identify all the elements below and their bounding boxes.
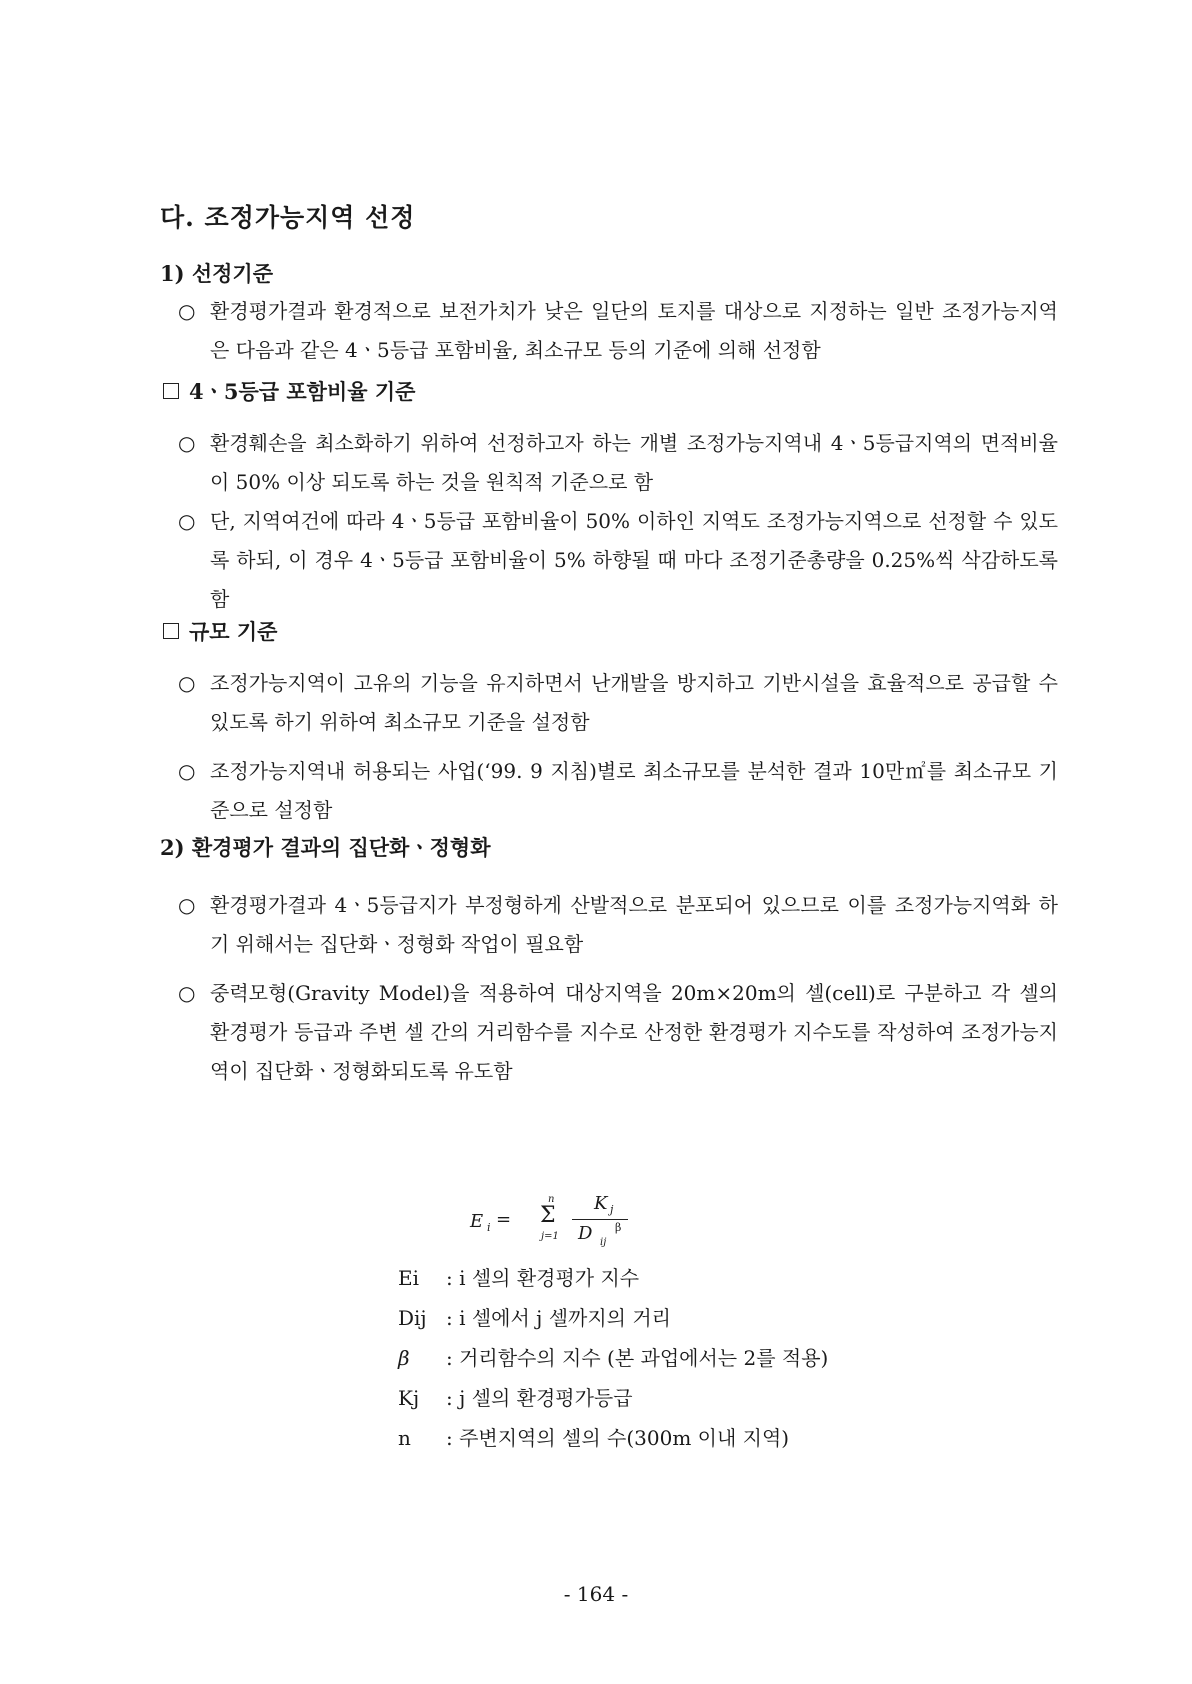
box-heading-label: 규모 기준 — [189, 619, 278, 644]
definition-symbol: Dij — [398, 1306, 427, 1330]
gravity-formula — [462, 1193, 662, 1253]
definition-text: : 거리함수의 지수 (본 과업에서는 2를 적용) — [446, 1346, 829, 1370]
box-heading-ratio — [163, 376, 415, 406]
bullet-cluster-2 — [178, 974, 1058, 1091]
formula-sigma-upper: n — [548, 1194, 555, 1205]
bullet-mark: ○ — [178, 759, 196, 783]
definition-symbol: β — [398, 1346, 410, 1370]
checkbox-square-icon — [163, 383, 179, 399]
definition-symbol: Kj — [398, 1386, 420, 1410]
box-heading-label: 4ㆍ5등급 포함비율 기준 — [189, 379, 416, 404]
page-number: - 164 - — [563, 1582, 629, 1606]
bullet-mark: ○ — [178, 981, 196, 1005]
definition-text: : i 셀에서 j 셀까지의 거리 — [446, 1306, 672, 1330]
definition-text: : i 셀의 환경평가 지수 — [446, 1266, 640, 1290]
bullet-text: 단, 지역여건에 따라 4ㆍ5등급 포함비율이 50% 이하인 지역도 조정가능지역으로 선정할 수 있도록 하되, 이 경우 4ㆍ5등급 포함비율이 5% 하향될 때 마다 조정기준총량을 0.25%씩 삭감하도록 함 — [210, 509, 1058, 611]
bullet-mark: ○ — [178, 299, 196, 323]
definition-symbol: n — [398, 1426, 411, 1450]
bullet-mark: ○ — [178, 509, 196, 533]
definition-row — [398, 1418, 828, 1458]
definition-text: : j 셀의 환경평가등급 — [446, 1386, 633, 1410]
bullet-text: 조정가능지역이 고유의 기능을 유지하면서 난개발을 방지하고 기반시설을 효율적으로 공급할 수 있도록 하기 위하여 최소규모 기준을 설정함 — [210, 671, 1058, 734]
formula-lhs: E — [470, 1211, 484, 1232]
definition-row — [398, 1338, 828, 1378]
formula-equals: = — [496, 1209, 512, 1230]
subsection-heading-clustering: 2) 환경평가 결과의 집단화ㆍ정형화 — [160, 835, 491, 860]
checkbox-square-icon — [163, 623, 179, 639]
bullet-mark: ○ — [178, 893, 196, 917]
box-heading-scale — [163, 616, 277, 646]
bullet-text: 환경평가결과 4ㆍ5등급지가 부정형하게 산발적으로 분포되어 있으므로 이를 조정가능지역화 하기 위해서는 집단화ㆍ정형화 작업이 필요함 — [210, 893, 1058, 956]
bullet-cluster-1 — [178, 886, 1058, 964]
section-title: 다. 조정가능지역 선정 — [160, 203, 416, 232]
bullet-ratio-1 — [178, 424, 1058, 502]
definition-row — [398, 1298, 828, 1338]
bullet-scale-2 — [178, 752, 1058, 830]
formula-lhs-subscript: i — [487, 1221, 491, 1234]
bullet-text: 환경평가결과 환경적으로 보전가치가 낮은 일단의 토지를 대상으로 지정하는 일반 조정가능지역은 다음과 같은 4ㆍ5등급 포함비율, 최소규모 등의 기준에 의해 선정함 — [210, 299, 1058, 362]
definition-list — [398, 1258, 828, 1458]
formula-numerator: K — [594, 1193, 608, 1214]
formula-sigma-lower: j=1 — [541, 1231, 559, 1242]
bullet-ratio-2 — [178, 502, 1058, 619]
bullet-mark: ○ — [178, 431, 196, 455]
fraction-bar — [572, 1219, 628, 1220]
bullet-mark: ○ — [178, 671, 196, 695]
definition-symbol: Ei — [398, 1266, 419, 1290]
formula-denominator-superscript: β — [615, 1221, 622, 1234]
formula-sigma: Σ — [540, 1203, 556, 1228]
bullet-text: 환경훼손을 최소화하기 위하여 선정하고자 하는 개별 조정가능지역내 4ㆍ5등급지역의 면적비율이 50% 이상 되도록 하는 것을 원칙적 기준으로 함 — [210, 431, 1058, 494]
formula-denominator: D — [578, 1223, 593, 1244]
bullet-intro — [178, 292, 1058, 370]
definition-text: : 주변지역의 셀의 수(300m 이내 지역) — [446, 1426, 790, 1450]
bullet-text: 조정가능지역내 허용되는 사업(‘99. 9 지침)별로 최소규모를 분석한 결과 10만㎡를 최소규모 기준으로 설정함 — [210, 759, 1058, 822]
definition-row — [398, 1378, 828, 1418]
bullet-text: 중력모형(Gravity Model)을 적용하여 대상지역을 20m×20m의 셀(cell)로 구분하고 각 셀의 환경평가 등급과 주변 셀 간의 거리함수를 지수로 산정한 환경평가 지수도를 작성하여 조정가능지역이 집단화ㆍ정형화되도록 유도함 — [210, 981, 1058, 1083]
definition-row — [398, 1258, 828, 1298]
subsection-heading-criteria: 1) 선정기준 — [160, 261, 274, 286]
formula-numerator-subscript: j — [610, 1203, 614, 1216]
bullet-scale-1 — [178, 664, 1058, 742]
formula-denominator-subscript: ij — [600, 1237, 607, 1248]
